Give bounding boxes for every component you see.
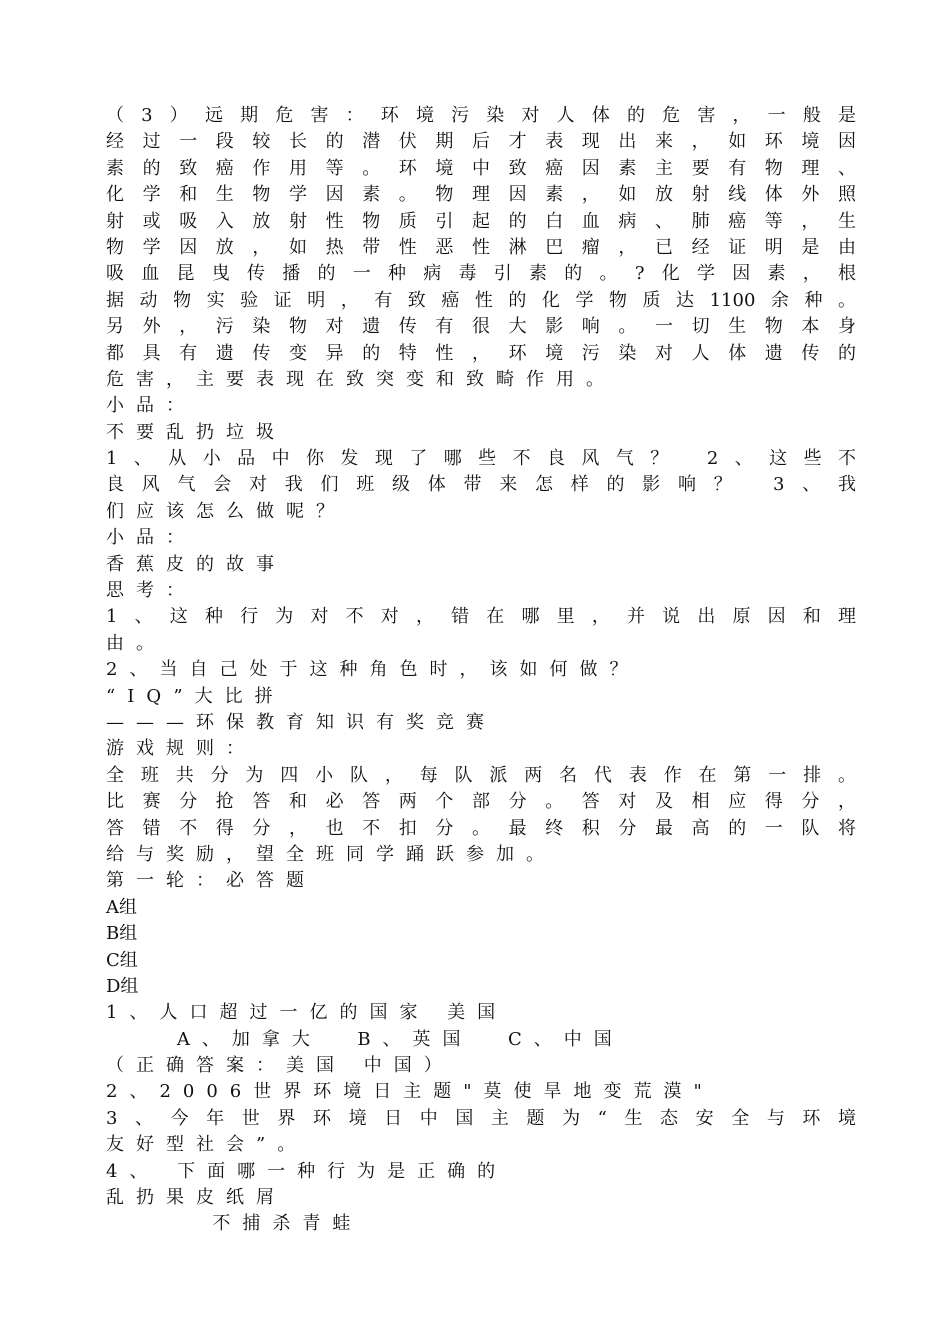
question-line: 由。 (106, 632, 166, 654)
rules-line: 给与奖励，望全班同学踊跃参加。 (106, 843, 556, 865)
paragraph-line: 化学和生物学因素。物理因素，如放射线体外照 (106, 184, 856, 206)
quiz-answer: （正确答案：美国 中国） (106, 1055, 454, 1077)
section-label: 游戏规则： (106, 738, 256, 760)
quiz-option: 不捕杀青蛙 (106, 1213, 363, 1235)
paragraph-line: 据动物实验证明，有致癌性的化学物质达1100余种。 (106, 289, 856, 311)
round-title: 第一轮：必答题 (106, 870, 316, 892)
group-label: A组 (106, 896, 137, 918)
group-label: C组 (106, 949, 138, 971)
paragraph-line: （3）远期危害：环境污染对人体的危害，一般是 (106, 105, 856, 126)
quiz-question: 4、 下面哪一种行为是正确的 (106, 1160, 508, 1182)
section-label: 思考： (106, 580, 196, 602)
quiz-question: 1、人口超过一亿的国家 美国 (106, 1002, 508, 1024)
quiz-question: 2、2006世界环境日主题"莫使旱地变荒漠" (106, 1081, 714, 1103)
paragraph-line: 物学因放，如热带性恶性淋巴瘤，已经证明是由 (106, 236, 856, 258)
paragraph-line: 另外，污染物对遗传有很大影响。一切生物本身 (106, 316, 856, 338)
document-body (106, 103, 856, 1238)
section-label: 小品： (106, 527, 196, 549)
paragraph-line: 经过一段较长的潜伏期后才表现出来，如环境因 (106, 131, 856, 153)
quiz-question: 友好型社会”。 (106, 1134, 308, 1156)
skit-title: 香蕉皮的故事 (106, 553, 286, 575)
activity-subtitle: ———环保教育知识有奖竞赛 (106, 711, 496, 733)
paragraph-line: 射或吸入放射性物质引起的白血病、肺癌等，生 (106, 210, 856, 232)
question-line: 良风气会对我们班级体带来怎样的影响？ 3、我 (106, 474, 856, 496)
question-line: 1、这种行为对不对，错在哪里，并说出原因和理 (106, 606, 856, 628)
paragraph-line: 危害，主要表现在致突变和致畸作用。 (106, 368, 616, 390)
paragraph-line: 吸血昆曳传播的一种病毒引素的。?化学因素，根 (106, 263, 856, 285)
paragraph-line: 素的致癌作用等。环境中致癌因素主要有物理、 (106, 157, 856, 179)
skit-title: 不要乱扔垃圾 (106, 421, 286, 443)
rules-line: 比赛分抢答和必答两个部分。答对及相应得分， (106, 791, 856, 813)
section-label: 小品： (106, 395, 196, 417)
quiz-question: 3、今年世界环境日中国主题为“生态安全与环境 (106, 1107, 856, 1129)
question-line: 1、从小品中你发现了哪些不良风气？ 2、这些不 (106, 448, 856, 470)
group-label: D组 (106, 975, 139, 997)
question-line: 2、当自己处于这种角色时，该如何做？ (106, 659, 640, 681)
rules-line: 全班共分为四小队，每队派两名代表作在第一排。 (106, 764, 856, 786)
activity-title: “IQ”大比拼 (106, 685, 285, 707)
paragraph-line: 都具有遗传变异的特性，环境污染对人体遗传的 (106, 342, 856, 364)
question-line: 们应该怎么做呢？ (106, 500, 346, 522)
rules-line: 答错不得分，也不扣分。最终积分最高的一队将 (106, 817, 856, 839)
group-label: B组 (106, 923, 138, 945)
quiz-option: 乱扔果皮纸屑 (106, 1187, 286, 1209)
quiz-options: A、加拿大 B、英国 C、中国 (106, 1028, 624, 1050)
